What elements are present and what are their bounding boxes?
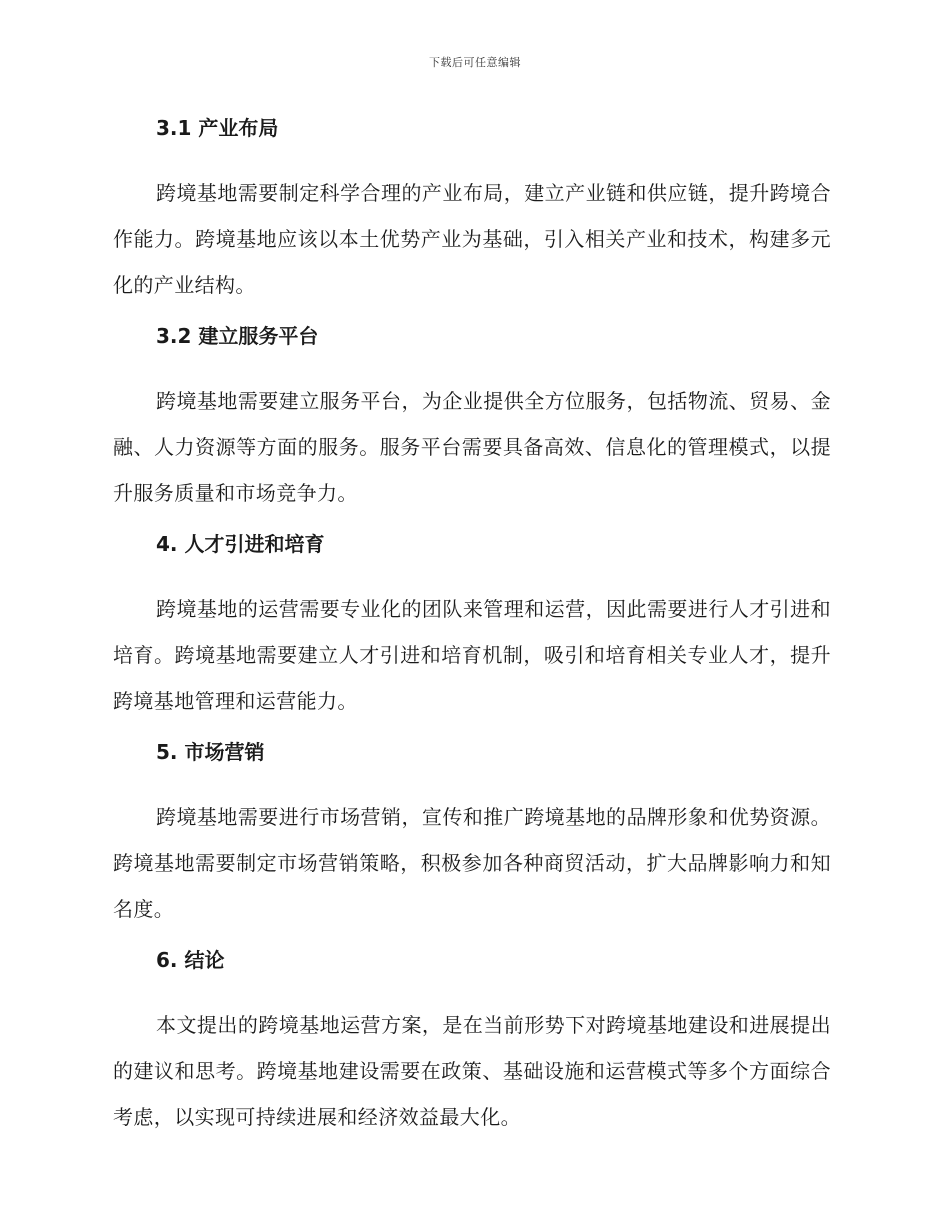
header-note: 下载后可任意编辑	[429, 56, 521, 69]
section-heading-3-2: 3.2 建立服务平台	[156, 324, 319, 348]
section-heading-6: 6. 结论	[156, 948, 225, 972]
section-paragraph-3-2: 跨境基地需要建立服务平台，为企业提供全方位服务，包括物流、贸易、金融、人力资源等方面的服务。服务平台需要具备高效、信息化的管理模式，以提升服务质量和市场竞争力。	[113, 389, 831, 505]
section-paragraph-4: 跨境基地的运营需要专业化的团队来管理和运营，因此需要进行人才引进和培育。跨境基地需要建立人才引进和培育机制，吸引和培育相关专业人才，提升跨境基地管理和运营能力。	[113, 597, 831, 713]
section-heading-3-1: 3.1 产业布局	[156, 116, 279, 140]
section-paragraph-3-1: 跨境基地需要制定科学合理的产业布局，建立产业链和供应链，提升跨境合作能力。跨境基地应该以本土优势产业为基础，引入相关产业和技术，构建多元化的产业结构。	[113, 181, 831, 297]
section-heading-5: 5. 市场营销	[156, 740, 265, 764]
section-paragraph-5: 跨境基地需要进行市场营销，宣传和推广跨境基地的品牌形象和优势资源。跨境基地需要制定市场营销策略，积极参加各种商贸活动，扩大品牌影响力和知名度。	[113, 805, 831, 921]
document-body	[113, 112, 831, 1140]
section-paragraph-6: 本文提出的跨境基地运营方案，是在当前形势下对跨境基地建设和进展提出的建议和思考。跨境基地建设需要在政策、基础设施和运营模式等多个方面综合考虑，以实现可持续进展和经济效益最大化。	[113, 1013, 831, 1129]
section-heading-4: 4. 人才引进和培育	[156, 532, 325, 556]
